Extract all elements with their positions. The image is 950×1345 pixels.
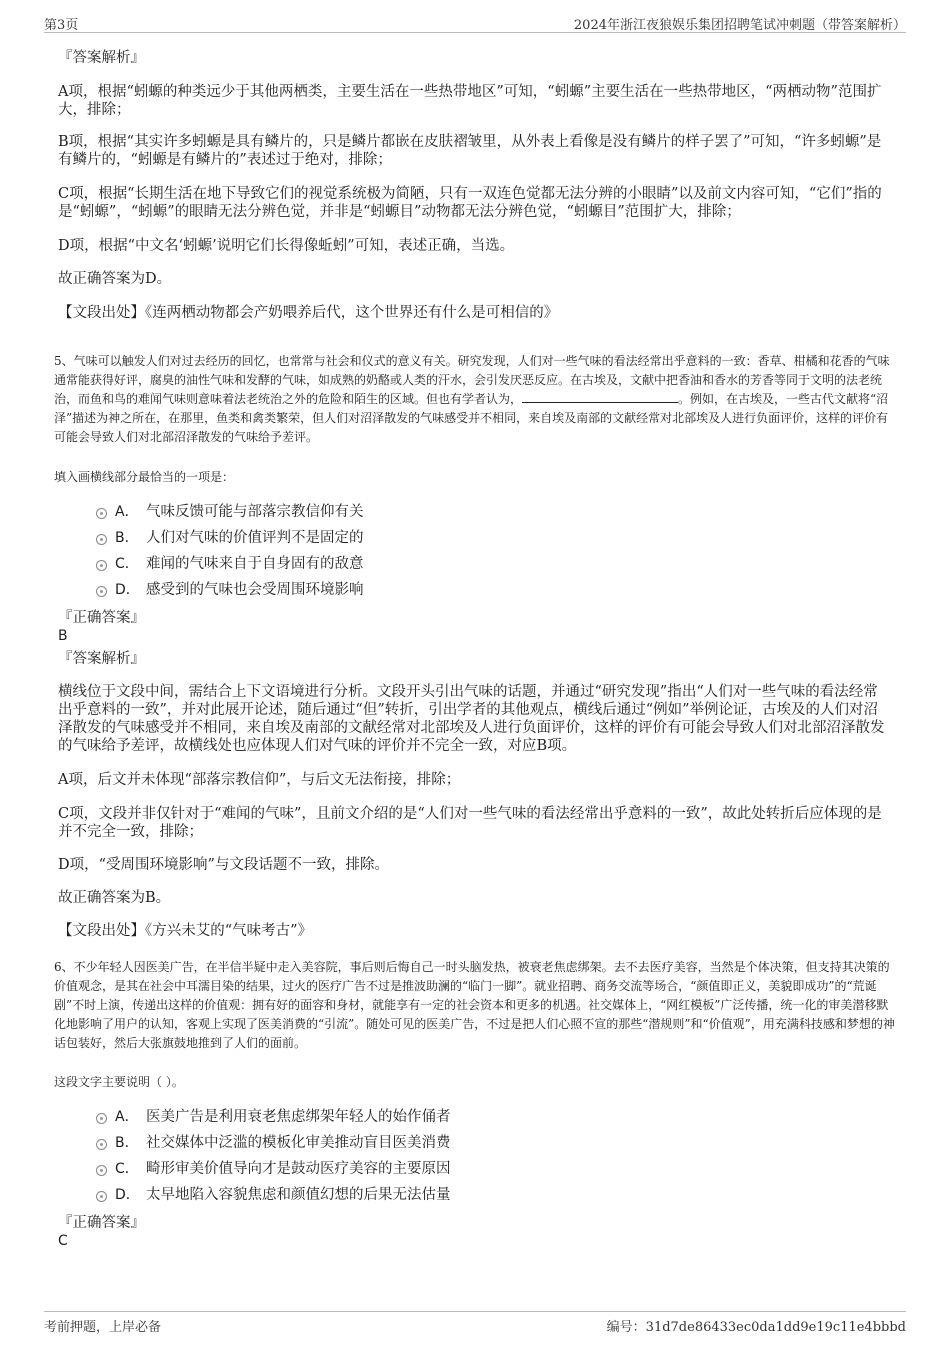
page-number: 第3页 <box>44 18 79 33</box>
option-text: 医美广告是利用衰老焦虑绑架年轻人的始作俑者 <box>146 1109 451 1125</box>
option-letter: D． <box>115 582 140 598</box>
radio-icon[interactable] <box>96 1165 107 1176</box>
option-letter: C． <box>115 1161 139 1177</box>
radio-icon[interactable] <box>96 586 107 597</box>
q5-stem-part1: 5、气味可以触发人们对过去经历的回忆，也常常与社会和仪式的意义有关。研究发现，人们对一些气味的看法经常出乎意料的一致：香草、柑橘和花香的气味通常能获得好评，腐臭的油性气味和发酵的气味，如成熟的奶酪或人类的汗水，会引发厌恶反应。在古埃及，文献中把香油和香水的芳香等同于文明的法老统治，而鱼和鸟的难闻气味则意味着法老统治之外的危险和陌生的区域。但也有学者认为， <box>54 354 890 406</box>
q4-analysis-c: C项，根据“长期生活在地下导致它们的视觉系统极为简陋，只有一双连色觉都无法分辨的小眼睛”以及前文内容可知，“它们”指的是“蚓螈”，“蚓螈”的眼睛无法分辨色觉，并非是“蚓螈目”动物都无法分辨色觉，“蚓螈目”范围扩大，排除； <box>58 186 882 220</box>
q5-final-answer: 故正确答案为B。 <box>58 890 171 906</box>
option-letter: A． <box>115 1109 139 1125</box>
document-id: 编号：31d7de86433ec0da1dd9e19c11e4bbbd <box>606 1320 906 1335</box>
q5-source: 【文段出处】《方兴未艾的“气味考古”》 <box>58 923 313 939</box>
option-text: 社交媒体中泛滥的模板化审美推动盲目医美消费 <box>146 1135 451 1151</box>
q5-prompt: 填入画横线部分最恰当的一项是： <box>54 470 235 484</box>
q5-correct-answer: B <box>58 628 68 644</box>
q5-analysis-label: 『答案解析』 <box>58 651 145 667</box>
q5-blank-line <box>600 392 678 403</box>
option-text: 感受到的气味也会受周围环境影响 <box>146 582 364 598</box>
radio-icon[interactable] <box>96 1191 107 1202</box>
q5-analysis: 横线位于文段中间，需结合上下文语境进行分析。文段开头引出气味的话题，并通过“研究发现”指出“人们对一些气味的看法经常出乎意料的一致”，并对此展开论述，随后通过“但”转折，引出学者的其他观点，横线后通过“例如”举例论证，古埃及的人们对沼泽散发的气味感受并不相同，来自埃及南部的文献经常对北部埃及人进行负面评价，这样的评价有可能会导致人们对北部沼泽散发的气味给予差评，故横线处也应体现人们对气味的评价并不完全一致，对应B项。 <box>58 684 885 754</box>
radio-icon[interactable] <box>96 508 107 519</box>
q5-blank-line <box>522 392 600 403</box>
q6-correct-label: 『正确答案』 <box>58 1215 145 1231</box>
q4-analysis-d: D项，根据“中文名‘蚓螈’说明它们长得像蚯蚓”可知，表述正确，当选。 <box>58 238 515 254</box>
footer-slogan: 考前押题，上岸必备 <box>44 1320 162 1335</box>
option-text: 难闻的气味来自于自身固有的敌意 <box>146 556 364 572</box>
q4-source: 【文段出处】《连两栖动物都会产奶喂养后代，这个世界还有什么是可相信的》 <box>58 305 559 321</box>
option-letter: B． <box>115 1135 139 1151</box>
q5-analysis-a: A项，后文并未体现“部落宗教信仰”，与后文无法衔接，排除； <box>58 772 461 788</box>
page-header <box>44 12 906 33</box>
radio-icon[interactable] <box>96 560 107 571</box>
option-letter: A． <box>115 504 139 520</box>
option-letter: D． <box>115 1187 140 1203</box>
q5-analysis-d: D项，“受周围环境影响”与文段话题不一致，排除。 <box>58 857 389 873</box>
option-text: 人们对气味的价值评判不是固定的 <box>146 530 364 546</box>
option-text: 畸形审美价值导向才是鼓动医疗美容的主要原因 <box>146 1161 451 1177</box>
q5-analysis-c: C项，文段并非仅针对于“难闻的气味”，且前文介绍的是“人们对一些气味的看法经常出乎意料的一致”，故此处转折后应体现的是并不完全一致，排除； <box>58 806 882 840</box>
q4-analysis-a: A项，根据“蚓螈的种类远少于其他两栖类，主要生活在一些热带地区”可知，“蚓螈”主要生活在一些热带地区，“两栖动物”范围扩大，排除； <box>58 84 882 118</box>
radio-icon[interactable] <box>96 534 107 545</box>
document-title: 2024年浙江夜狼娱乐集团招聘笔试冲刺题（带答案解析） <box>573 18 906 33</box>
option-letter: C． <box>115 556 139 572</box>
option-text: 气味反馈可能与部落宗教信仰有关 <box>146 504 364 520</box>
option-text: 太早地陷入容貌焦虑和颜值幻想的后果无法估量 <box>146 1187 451 1203</box>
page-footer <box>44 1311 906 1334</box>
radio-icon[interactable] <box>96 1139 107 1150</box>
q6-stem: 6、不少年轻人因医美广告，在半信半疑中走入美容院，事后则后悔自己一时头脑发热，被衰老焦虑绑架。去不去医疗美容，当然是个体决策，但支持其决策的价值观念，是其在社会中耳濡目染的结果，过火的医疗广告不过是推波助澜的“临门一脚”。就业招聘、商务交流等场合，“颜值即正义，美貌即成功”的“荒诞剧”不时上演，传递出这样的价值观：拥有好的面容和身材，就能享有一定的社会资本和更多的机遇。社交媒体上，“网红模板”广泛传播，统一化的审美潜移默化地影响了用户的认知，客观上实现了医美消费的“引流”。随处可见的医美广告，不过是把人们心照不宣的那些“潜规则”和“价值观”，用充满科技感和梦想的神话包装好，然后大张旗鼓地推到了人们的面前。 <box>54 960 895 1050</box>
q5-stem-part2: 。例如，在古埃及，一些古代文献将“沼泽”描述为神之所在，在那里，鱼类和禽类繁荣，但人们对沼泽散发的气味感受并不相同，来自埃及南部的文献经常对北部埃及人进行负面评价，这样的评价有可能会导致人们对北部沼泽散发的气味给予差评。 <box>54 392 889 444</box>
q4-analysis-b: B项，根据“其实许多蚓螈是具有鳞片的，只是鳞片都嵌在皮肤褶皱里，从外表上看像是没有鳞片的样子罢了”可知，“许多蚓螈”是有鳞片的，“蚓螈是有鳞片的”表述过于绝对，排除； <box>58 134 882 168</box>
radio-icon[interactable] <box>96 1113 107 1124</box>
q4-analysis-label: 『答案解析』 <box>58 50 145 66</box>
q5-stem <box>54 352 896 447</box>
q4-final-answer: 故正确答案为D。 <box>58 271 172 287</box>
option-letter: B． <box>115 530 139 546</box>
q5-correct-label: 『正确答案』 <box>58 610 145 626</box>
q6-prompt: 这段文字主要说明（ ）。 <box>54 1075 184 1089</box>
q6-correct-answer: C <box>58 1233 68 1249</box>
